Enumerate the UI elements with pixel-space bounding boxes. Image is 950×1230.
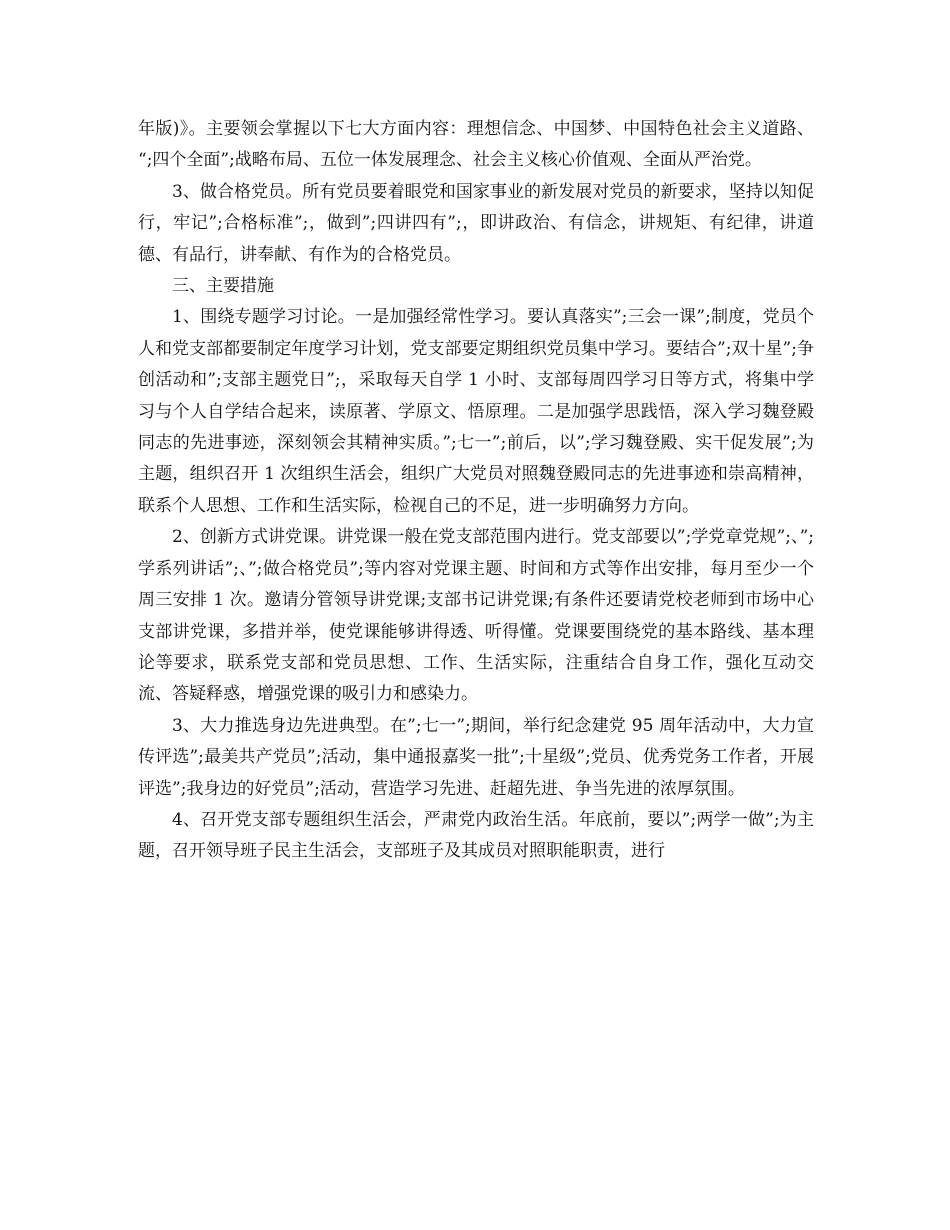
paragraph-study-discussion: 1、围绕专题学习讨论。一是加强经常性学习。要认真落实”;三会一课”;制度，党员个人和党支部都要制定年度学习计划，党支部要定期组织党员集中学习。要结合”;双十星”;争创活动和”;支部主题党日”;，采取每天自学 1 小时、支部每周四学习日等方式，将集中学习与个人自学结合起来，读原著、学原文、悟原理。二是加强学思践悟，深入学习魏登殿同志的先进事迹，深刻领会其精神实质。”;七一”;前后，以”;学习魏登殿、实干促发展”;为主题，组织召开 1 次组织生活会，组织广大党员对照魏登殿同志的先进事迹和崇高精神，联系个人思想、工作和生活实际，检视自己的不足，进一步明确努力方向。 <box>138 307 814 516</box>
section-heading-measures: 三、主要措施 <box>172 276 274 297</box>
paragraph-party-lecture: 2、创新方式讲党课。讲党课一般在党支部范围内进行。党支部要以”;学党章党规”;、”;学系列讲话”;、”;做合格党员”;等内容对党课主题、时间和方式等作出安排，每月至少一个周三安排 1 次。邀请分管领导讲党课;支部书记讲党课;有条件还要请党校老师到市场中心支部讲党课，多措并举，使党课能够讲得透、听得懂。党课要围绕党的基本路线、基本理论等要求，联系党支部和党员思想、工作、生活实际，注重结合自身工作，强化互动交流、答疑释惑，增强党课的吸引力和感染力。 <box>138 527 814 705</box>
paragraph-advanced-models: 3、大力推选身边先进典型。在”;七一”;期间，举行纪念建党 95 周年活动中，大力宣传评选”;最美共产党员”;活动，集中通报嘉奖一批”;十星级”;党员、优秀党务工作者，开展评选”;我身边的好党员”;活动，营造学习先进、赶超先进、争当先进的浓厚氛围。 <box>138 715 814 799</box>
paragraph-life-meeting: 4、召开党支部专题组织生活会，严肃党内政治生活。年底前，要以”;两学一做”;为主题，召开领导班子民主生活会，支部班子及其成员对照职能职责，进行 <box>138 809 814 862</box>
paragraph-qualified-member: 3、做合格党员。所有党员要着眼党和国家事业的新发展对党员的新要求，坚持以知促行，牢记”;合格标准”;，做到”;四讲四有”;，即讲政治、有信念，讲规矩、有纪律，讲道德、有品行，讲奉献、有作为的合格党员。 <box>138 181 814 265</box>
paragraph-continuation: 年版)》。主要领会掌握以下七大方面内容：理想信念、中国梦、中国特色社会主义道路、 “;四个全面”;战略布局、五位一体发展理念、社会主义核心价值观、全面从严治党。 <box>138 119 814 171</box>
document-page <box>138 114 814 868</box>
